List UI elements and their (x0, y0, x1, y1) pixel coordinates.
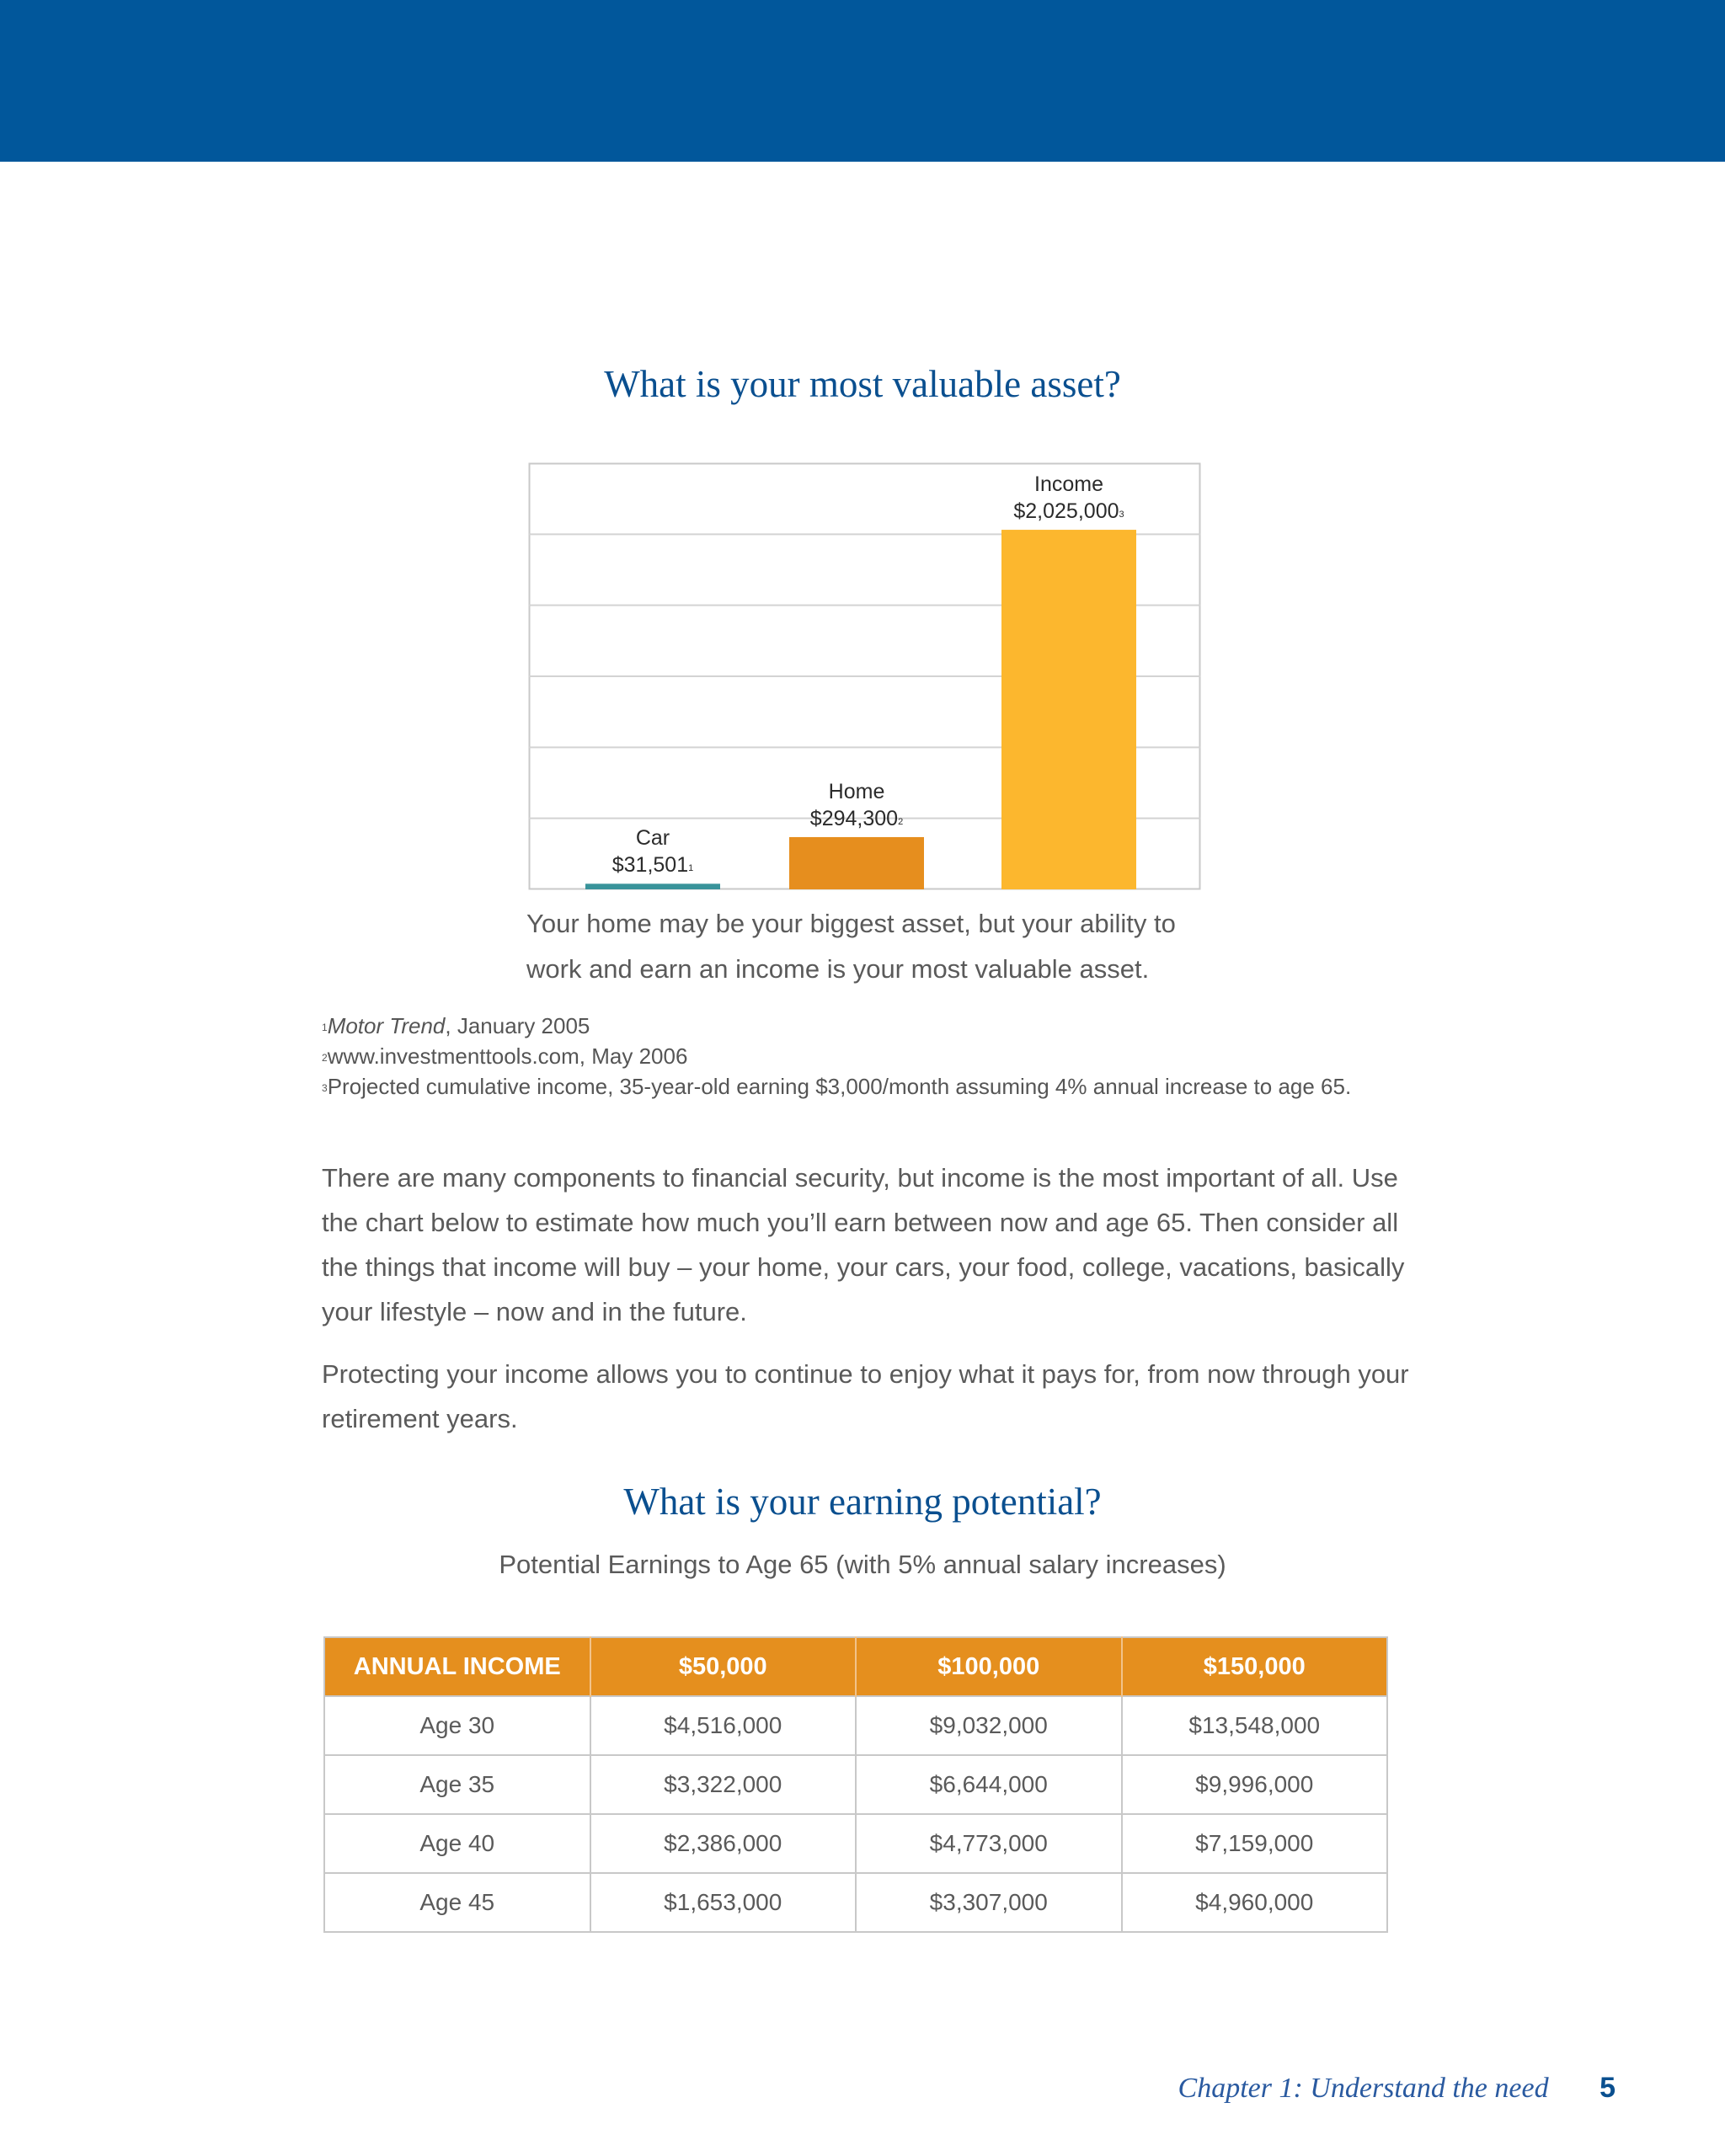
table-cell-age: Age 35 (324, 1755, 590, 1814)
bar-label-car (552, 825, 754, 878)
footnote-mark: 1 (688, 863, 694, 874)
bar-category-label: Car (635, 826, 670, 851)
table-cell: $4,516,000 (590, 1696, 857, 1755)
column-header-50000: $50,000 (590, 1637, 857, 1696)
table-row (324, 1755, 1387, 1814)
table-cell: $6,644,000 (856, 1755, 1122, 1814)
bar-category-label: Income (1034, 472, 1103, 497)
bar-car (585, 883, 720, 889)
bar-value-label: $31,501$^1$ (611, 853, 694, 878)
chapter-label: Chapter 1: (1178, 2073, 1303, 2104)
bar-income (1001, 530, 1136, 889)
body-paragraph-1: There are many components to financial security, but income is the most important of all. Use the chart below to estimate how much you’ll earn between now and age 65. Then consider all the things that income will buy – your home, your cars, your food, college, vacations, basically your lifestyle – now and in the future. (322, 1163, 1405, 1326)
bar-value-label: $2,025,000$^3$ (1013, 499, 1124, 524)
bar-value-label: $294,300$^2$ (809, 806, 904, 830)
chart-caption-line-1: Your home may be your biggest asset, but your ability to (526, 909, 1176, 938)
asset-bar-chart (529, 463, 1200, 889)
table-cell: $3,307,000 (856, 1873, 1122, 1932)
table-cell-age: Age 45 (324, 1873, 590, 1932)
footnote-mark: 2 (898, 816, 904, 827)
table-cell: $3,322,000 (590, 1755, 857, 1814)
table-cell: $4,773,000 (856, 1814, 1122, 1873)
table-cell: $1,653,000 (590, 1873, 857, 1932)
column-header-150000: $150,000 (1122, 1637, 1388, 1696)
table-cell: $9,996,000 (1122, 1755, 1388, 1814)
table-row (324, 1873, 1387, 1932)
header-band (0, 0, 1725, 162)
table-cell: $7,159,000 (1122, 1814, 1388, 1873)
bar-category-label: Home (828, 779, 885, 803)
column-header-annual-income: ANNUAL INCOME (324, 1637, 590, 1696)
footnotes (322, 1011, 1501, 1102)
bar-label-home (756, 778, 958, 832)
column-header-100000: $100,000 (856, 1637, 1122, 1696)
table-cell: $4,960,000 (1122, 1873, 1388, 1932)
table-cell: $9,032,000 (856, 1696, 1122, 1755)
footnote-mark: 3 (1119, 510, 1124, 520)
page-footer (1178, 2072, 1616, 2105)
page-number: 5 (1599, 2072, 1616, 2104)
earning-table-caption: Potential Earnings to Age 65 (with 5% annual salary increases) (499, 1550, 1226, 1579)
table-row (324, 1696, 1387, 1755)
earnings-table-header (324, 1637, 1387, 1696)
chart-caption-line-2: work and earn an income is your most valuable asset. (526, 954, 1150, 984)
bar-label-income (968, 471, 1170, 525)
footnote-1: $^1$Motor Trend, January 2005 (322, 1013, 590, 1038)
body-paragraph-2: Protecting your income allows you to continue to enjoy what it pays for, from now through your retirement years. (322, 1359, 1409, 1433)
earning-section-title: What is your earning potential? (623, 1481, 1102, 1523)
bar-home (789, 837, 924, 889)
table-cell-age: Age 40 (324, 1814, 590, 1873)
table-cell: $13,548,000 (1122, 1696, 1388, 1755)
footnote-3: $^3$Projected cumulative income, 35-year-old earning $3,000/month assuming 4% annual increase to age 65. (322, 1074, 1352, 1099)
chart-caption (526, 901, 1234, 992)
table-cell: $2,386,000 (590, 1814, 857, 1873)
earnings-table (323, 1636, 1388, 1933)
footnote-2: $^2$www.investmenttools.com, May 2006 (322, 1043, 688, 1069)
chapter-title: Understand the need (1310, 2073, 1549, 2104)
table-cell-age: Age 30 (324, 1696, 590, 1755)
asset-section-title: What is your most valuable asset? (604, 363, 1121, 405)
table-row (324, 1814, 1387, 1873)
